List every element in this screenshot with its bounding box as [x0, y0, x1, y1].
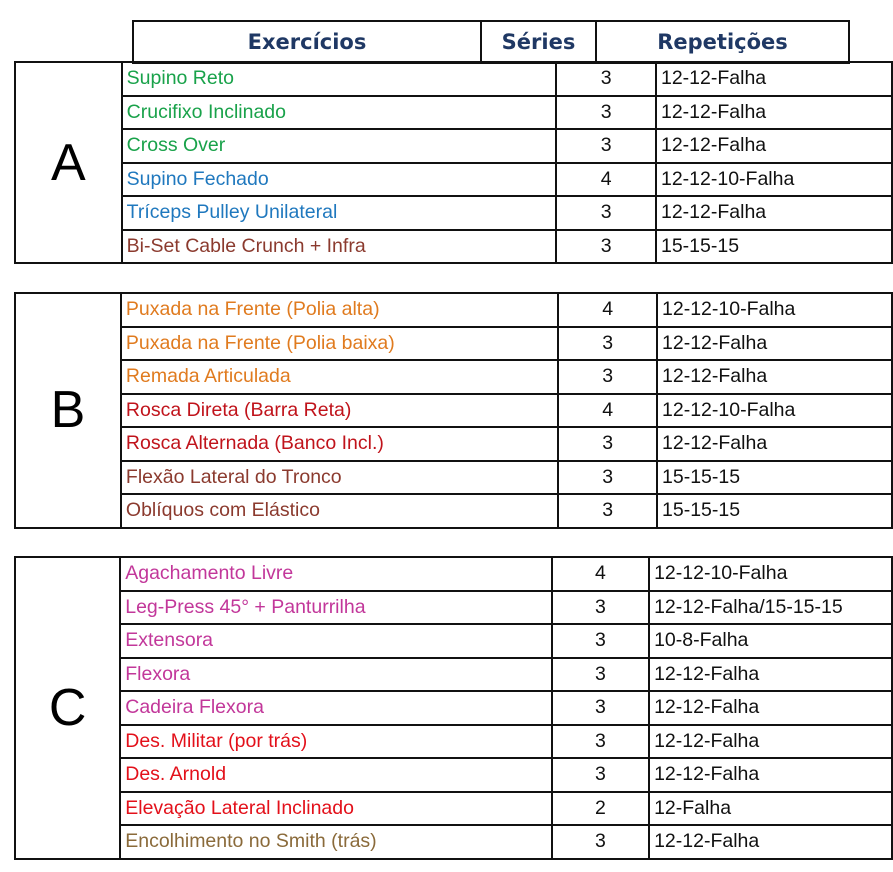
series-cell: 4	[552, 557, 649, 591]
exercise-cell: Bi-Set Cable Crunch + Infra	[122, 230, 557, 264]
series-cell: 3	[552, 725, 649, 759]
table-row	[15, 62, 892, 96]
table-row	[15, 792, 892, 826]
reps-cell: 15-15-15	[657, 461, 892, 495]
exercise-cell: Puxada na Frente (Polia alta)	[121, 293, 558, 327]
header-table	[132, 20, 850, 64]
exercise-cell: Flexora	[120, 658, 552, 692]
exercise-cell: Des. Arnold	[120, 758, 552, 792]
reps-cell: 12-12-Falha	[649, 658, 892, 692]
exercise-cell: Cross Over	[122, 129, 557, 163]
exercise-cell: Leg-Press 45° + Panturrilha	[120, 591, 552, 625]
table-row	[15, 360, 892, 394]
table-row	[15, 327, 892, 361]
exercise-cell: Supino Fechado	[122, 163, 557, 197]
series-cell: 3	[556, 62, 656, 96]
reps-cell: 12-12-Falha/15-15-15	[649, 591, 892, 625]
series-cell: 3	[558, 327, 657, 361]
reps-cell: 12-12-Falha	[656, 129, 892, 163]
series-cell: 3	[558, 427, 657, 461]
table-row	[15, 427, 892, 461]
table-row	[15, 557, 892, 591]
exercise-cell: Extensora	[120, 624, 552, 658]
reps-cell: 12-12-Falha	[657, 327, 892, 361]
series-cell: 3	[556, 129, 656, 163]
block-label: B	[15, 293, 121, 528]
reps-cell: 12-12-Falha	[656, 196, 892, 230]
table-row	[15, 758, 892, 792]
series-cell: 4	[556, 163, 656, 197]
reps-cell: 12-12-Falha	[649, 825, 892, 859]
exercise-cell: Cadeira Flexora	[120, 691, 552, 725]
series-cell: 3	[556, 96, 656, 130]
reps-cell: 12-Falha	[649, 792, 892, 826]
table-row	[15, 624, 892, 658]
series-cell: 3	[552, 758, 649, 792]
reps-cell: 12-12-Falha	[657, 360, 892, 394]
reps-cell: 12-12-10-Falha	[657, 293, 892, 327]
series-cell: 2	[552, 792, 649, 826]
exercise-cell: Encolhimento no Smith (trás)	[120, 825, 552, 859]
table-row	[15, 293, 892, 327]
series-cell: 3	[558, 461, 657, 495]
series-cell: 3	[556, 230, 656, 264]
table-row	[15, 591, 892, 625]
reps-cell: 12-12-Falha	[657, 427, 892, 461]
exercise-cell: Agachamento Livre	[120, 557, 552, 591]
exercise-cell: Crucifixo Inclinado	[122, 96, 557, 130]
series-cell: 3	[552, 591, 649, 625]
table-row	[15, 163, 892, 197]
block-b-table	[14, 292, 893, 529]
table-row	[15, 825, 892, 859]
reps-cell: 12-12-10-Falha	[656, 163, 892, 197]
table-row	[15, 725, 892, 759]
block-c-table	[14, 556, 893, 860]
exercise-cell: Rosca Alternada (Banco Incl.)	[121, 427, 558, 461]
series-cell: 3	[556, 196, 656, 230]
series-cell: 3	[552, 825, 649, 859]
header-reps: Repetições	[596, 21, 849, 63]
table-row	[15, 394, 892, 428]
table-row	[15, 461, 892, 495]
series-cell: 4	[558, 394, 657, 428]
block-label: C	[15, 557, 120, 859]
exercise-cell: Rosca Direta (Barra Reta)	[121, 394, 558, 428]
table-row	[15, 129, 892, 163]
exercise-cell: Supino Reto	[122, 62, 557, 96]
block-label: A	[15, 62, 122, 263]
table-row	[15, 230, 892, 264]
reps-cell: 12-12-10-Falha	[649, 557, 892, 591]
series-cell: 3	[558, 360, 657, 394]
table-row	[15, 196, 892, 230]
series-cell: 3	[552, 624, 649, 658]
exercise-cell: Des. Militar (por trás)	[120, 725, 552, 759]
reps-cell: 10-8-Falha	[649, 624, 892, 658]
block-a-table	[14, 61, 893, 264]
exercise-cell: Tríceps Pulley Unilateral	[122, 196, 557, 230]
exercise-cell: Flexão Lateral do Tronco	[121, 461, 558, 495]
table-row	[15, 658, 892, 692]
header-exercises: Exercícios	[133, 21, 481, 63]
exercise-cell: Puxada na Frente (Polia baixa)	[121, 327, 558, 361]
reps-cell: 15-15-15	[657, 494, 892, 528]
exercise-cell: Elevação Lateral Inclinado	[120, 792, 552, 826]
reps-cell: 12-12-Falha	[649, 725, 892, 759]
table-row	[15, 96, 892, 130]
header-series: Séries	[481, 21, 596, 63]
reps-cell: 12-12-10-Falha	[657, 394, 892, 428]
header-row	[133, 21, 849, 63]
reps-cell: 12-12-Falha	[656, 62, 892, 96]
exercise-cell: Oblíquos com Elástico	[121, 494, 558, 528]
table-row	[15, 691, 892, 725]
reps-cell: 12-12-Falha	[649, 691, 892, 725]
series-cell: 3	[558, 494, 657, 528]
reps-cell: 15-15-15	[656, 230, 892, 264]
exercise-cell: Remada Articulada	[121, 360, 558, 394]
series-cell: 3	[552, 658, 649, 692]
table-row	[15, 494, 892, 528]
reps-cell: 12-12-Falha	[649, 758, 892, 792]
series-cell: 3	[552, 691, 649, 725]
reps-cell: 12-12-Falha	[656, 96, 892, 130]
series-cell: 4	[558, 293, 657, 327]
